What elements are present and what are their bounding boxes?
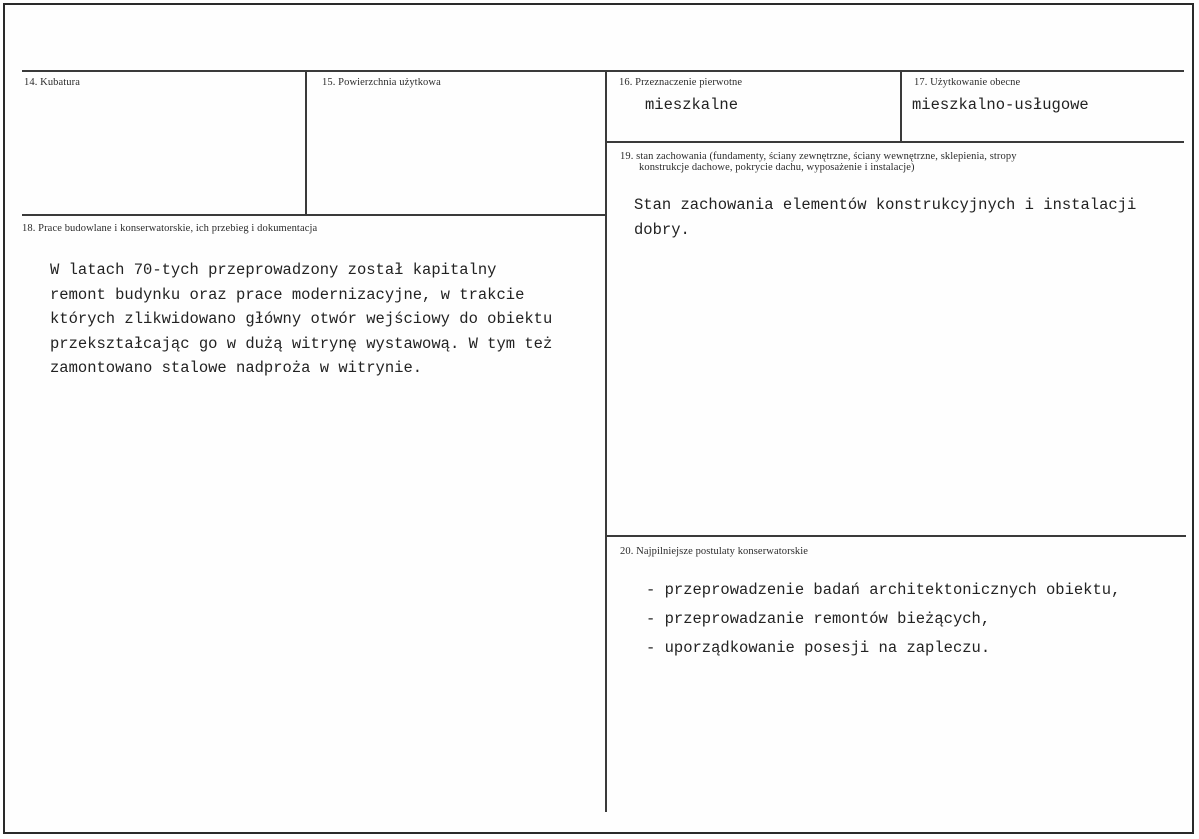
przeznaczenie-value: mieszkalne [645, 96, 739, 114]
prace-line-2: remont budynku oraz prace modernizacyjne, w trakcie [50, 285, 525, 304]
stan-label-line-2: konstrukcje dachowe, pokrycie dachu, wyposażenie i instalacje) [639, 162, 915, 173]
uzytkowanie-label: 17. Użytkowanie obecne [914, 77, 1021, 88]
postulaty-label: 20. Najpilniejsze postulaty konserwatorskie [620, 546, 809, 557]
stan-line-2: dobry. [634, 220, 690, 239]
prace-line-3: których zlikwidowano główny otwór wejściowy do obiektu [50, 310, 553, 328]
divider-16-17 [900, 72, 902, 142]
prace-label: 18. Prace budowlane i konserwatorskie, ich przebieg i dokumentacja [22, 223, 318, 234]
postulaty-list [646, 576, 1120, 663]
prace-line-1: W latach 70-tych przeprowadzony został kapitalny [50, 261, 497, 279]
stan-line-1: Stan zachowania elementów konstrukcyjnych i instalacji [634, 196, 1137, 214]
rule-under-16-17 [607, 141, 1184, 143]
stan-label-line-1: 19. stan zachowania (fundamenty, ściany zewnętrzne, ściany wewnętrzne, sklepienia, stropy [620, 151, 1017, 162]
kubatura-label: 14. Kubatura [24, 77, 81, 88]
uzytkowanie-value: mieszkalno-usługowe [912, 96, 1089, 114]
rule-above-20 [607, 535, 1186, 537]
postulat-item-2: - przeprowadzanie remontów bieżących, [646, 610, 991, 628]
przeznaczenie-label: 16. Przeznaczenie pierwotne [619, 77, 743, 88]
postulat-item-1: - przeprowadzenie badań architektonicznych obiektu, [646, 581, 1121, 599]
prace-text [50, 258, 595, 381]
top-rule [22, 70, 1184, 72]
rule-under-14-15 [22, 214, 605, 216]
divider-14-15 [305, 72, 307, 215]
center-divider [605, 72, 607, 812]
stan-text [634, 193, 1182, 242]
record-card [3, 3, 1194, 834]
stan-label [620, 151, 1180, 173]
postulat-item-3: - uporządkowanie posesji na zapleczu. [646, 639, 991, 657]
powierzchnia-label: 15. Powierzchnia użytkowa [322, 77, 441, 88]
prace-line-4: przekształcając go w dużą witrynę wystawową. W tym też [50, 334, 553, 353]
prace-line-5: zamontowano stalowe nadproża w witrynie. [50, 359, 423, 377]
